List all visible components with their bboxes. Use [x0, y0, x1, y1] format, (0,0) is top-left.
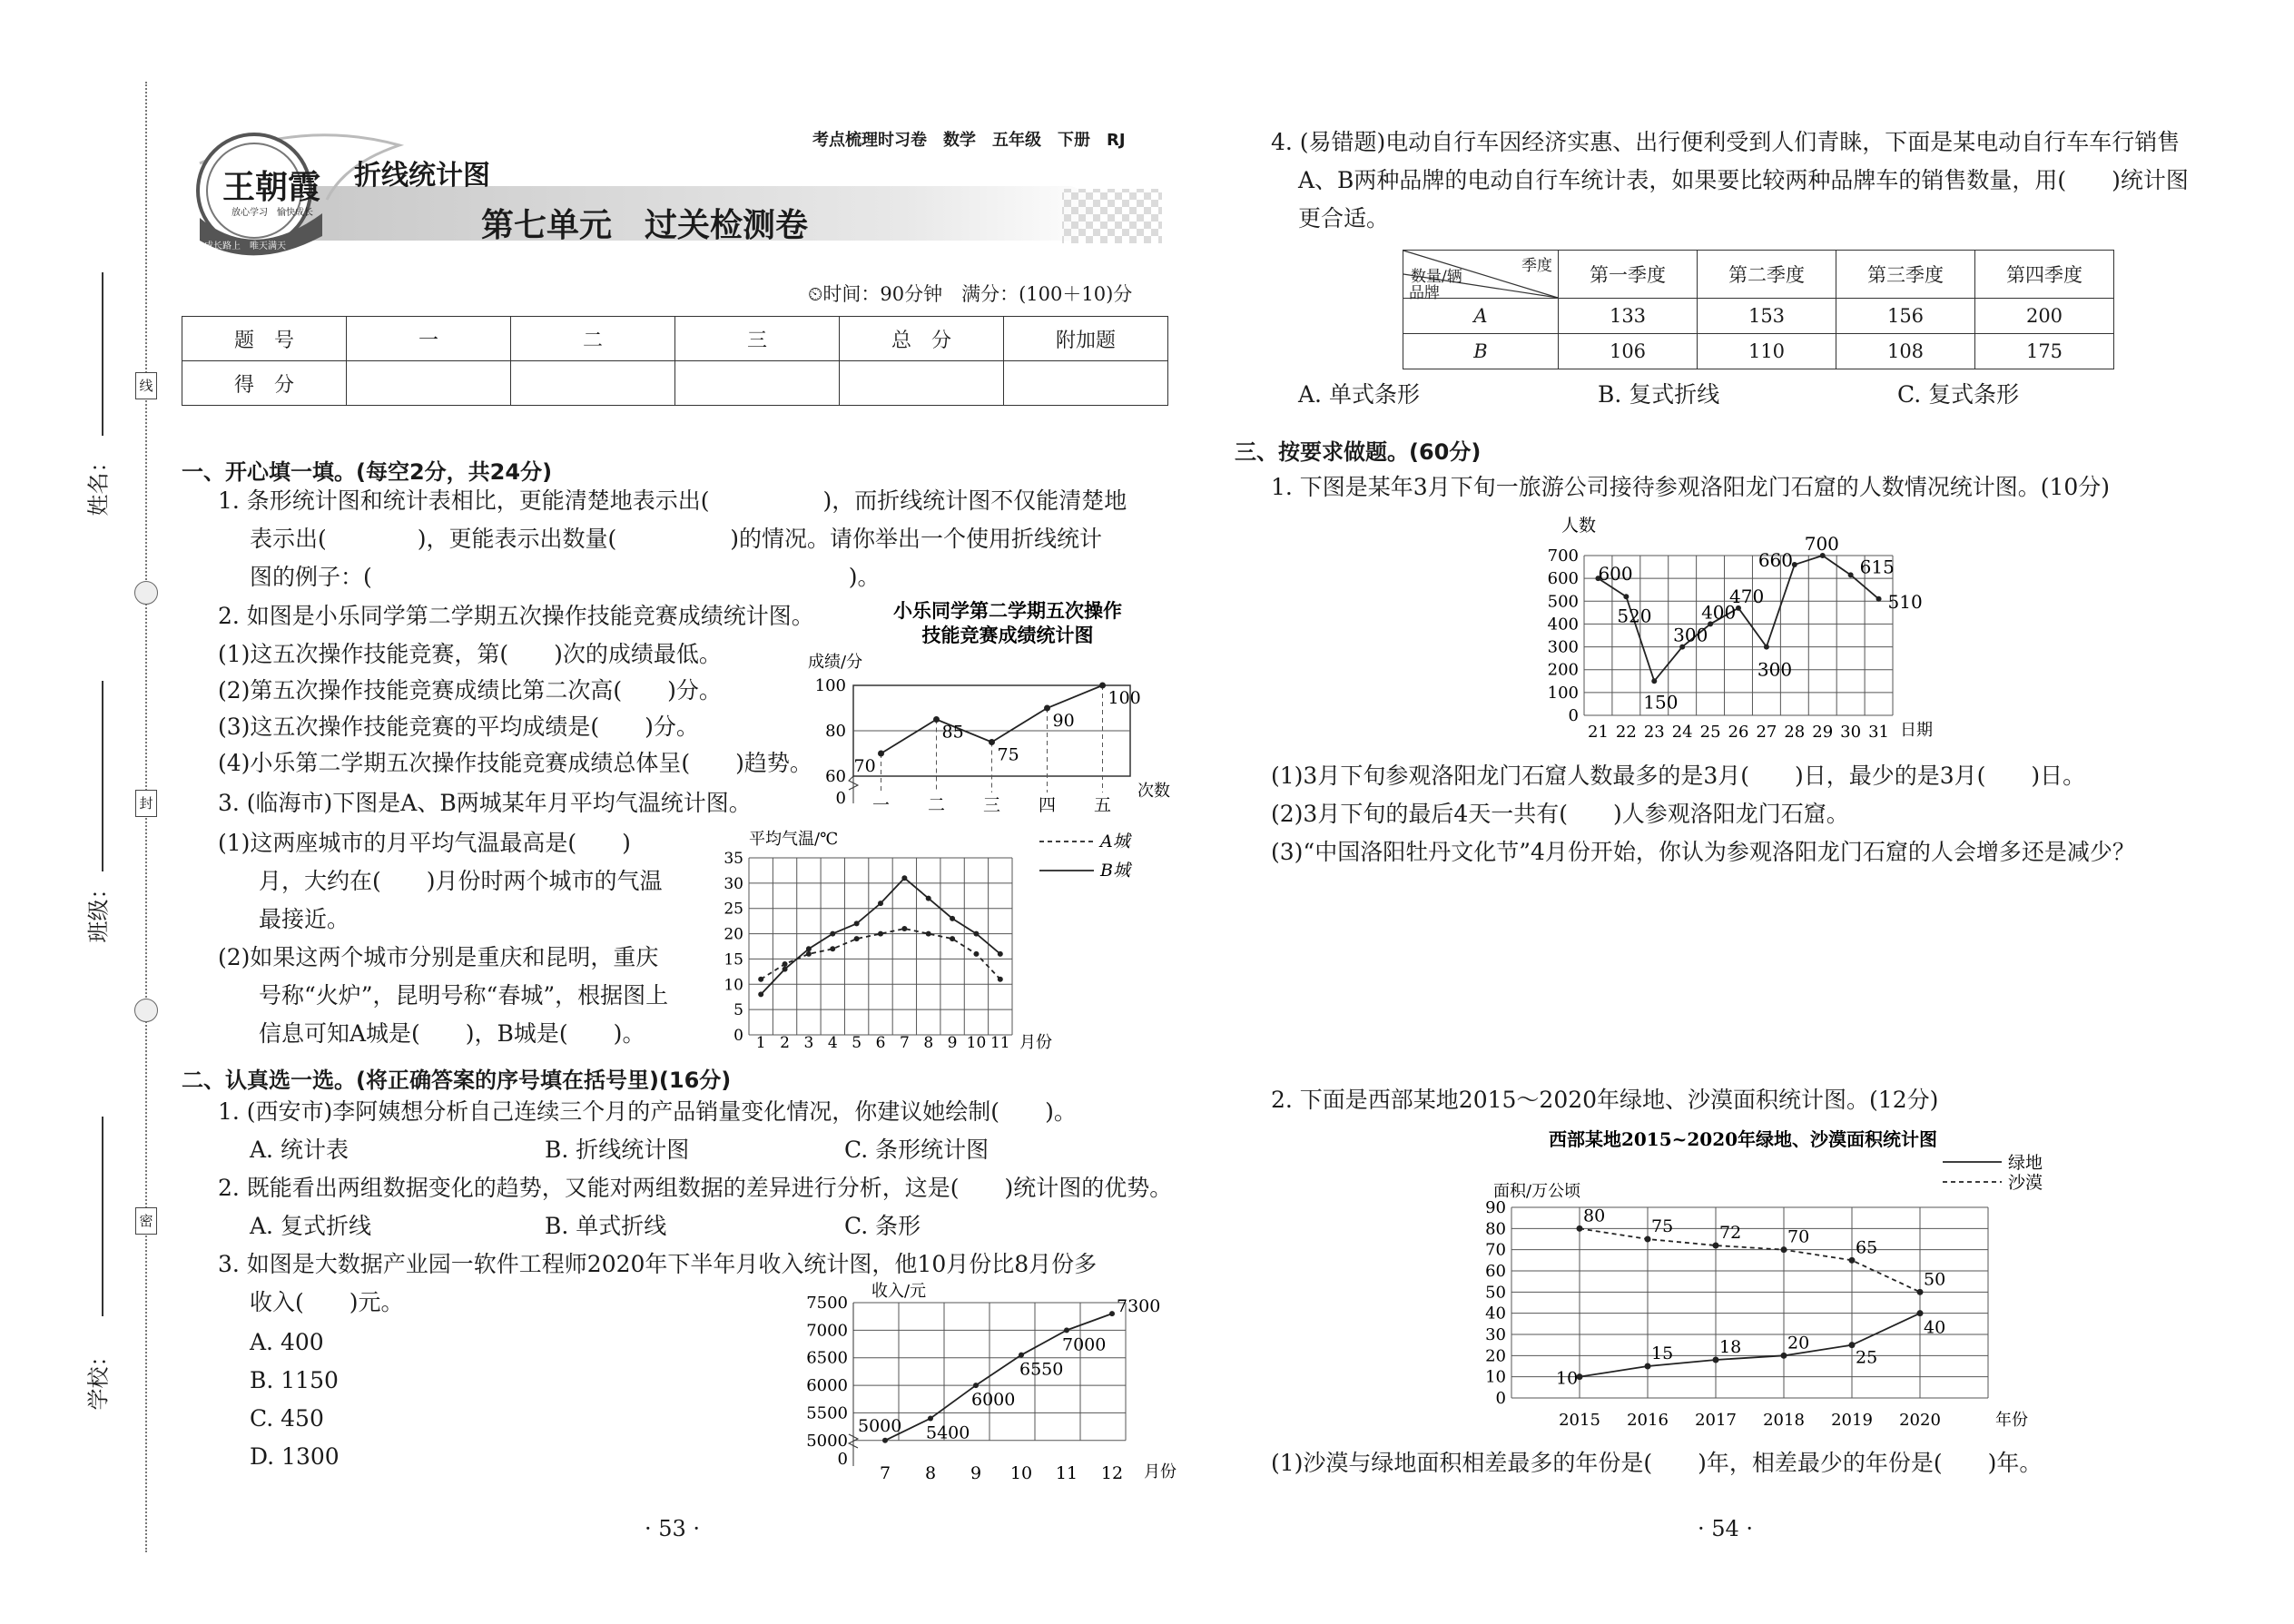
data-label: 300: [1757, 658, 1793, 681]
data-point: [783, 961, 788, 967]
logo-sub2: 成长路上 唯天满天: [204, 241, 286, 251]
s3-q2-1: (1)沙漠与绿地面积相差最多的年份是( )年，相差最少的年份是( )年。: [1271, 1450, 2043, 1476]
data-point: [998, 977, 1003, 982]
data-label: 700: [1804, 533, 1839, 555]
score-header: 三: [675, 317, 840, 361]
data-label: 150: [1643, 691, 1679, 714]
x-tick-label: 26: [1728, 723, 1749, 742]
legend-label: B城: [1100, 861, 1130, 881]
header-season: 季度: [1521, 257, 1552, 275]
s2-q3-line1: 3. 如图是大数据产业园一软件工程师2020年下半年月收入统计图，他10月份比8月份多: [218, 1251, 1098, 1277]
chart-land-area: [1471, 1126, 2106, 1443]
page-title: 第七单元 过关检测卷: [481, 207, 809, 244]
x-tick-label: 2020: [1899, 1411, 1941, 1430]
y-tick-label: 100: [1547, 683, 1579, 703]
x-axis-label: 日期: [1900, 721, 1933, 740]
data-point: [1848, 572, 1854, 577]
y-tick-label: 6500: [806, 1348, 848, 1368]
x-tick-label: 四: [1038, 795, 1057, 815]
table-cell: 108: [1836, 334, 1975, 369]
data-label: 18: [1719, 1337, 1742, 1357]
school-label: 学校：: [85, 1344, 112, 1411]
score-header: 题 号: [182, 317, 347, 361]
chart-score: [799, 595, 1171, 817]
data-point: [758, 977, 763, 982]
y-tick-label: 100: [814, 676, 846, 695]
y-tick-label: 0: [835, 789, 846, 808]
y-tick-label: 400: [1547, 615, 1579, 635]
data-label: 15: [1651, 1343, 1674, 1363]
s2-q2-opt-b[interactable]: B. 单式折线: [545, 1213, 667, 1239]
topic-title: 折线统计图: [354, 160, 490, 192]
score-header: 二: [511, 317, 675, 361]
data-point: [882, 1438, 888, 1443]
y-tick-label: 7000: [806, 1321, 848, 1341]
x-tick-label: 4: [827, 1034, 838, 1052]
y-tick-label: 60: [825, 767, 846, 786]
data-label: 615: [1859, 556, 1895, 578]
score-header: 总 分: [840, 317, 1004, 361]
data-point: [854, 936, 860, 941]
q3-1b: 月，大约在( )月份时两个城市的气温: [259, 868, 663, 894]
x-tick-label: 6: [875, 1034, 886, 1052]
data-point: [1577, 1225, 1583, 1232]
x-tick-label: 一: [871, 795, 891, 815]
header-brand: 品牌: [1409, 284, 1440, 302]
y-tick-label: 5500: [806, 1403, 848, 1423]
binding-mark-mi: 密: [135, 1207, 157, 1235]
y-tick-label: 70: [1485, 1240, 1506, 1260]
s2-q3-opt-b[interactable]: B. 1150: [250, 1367, 339, 1393]
x-tick-label: 9: [947, 1034, 958, 1052]
s3-q1-3: (3)“中国洛阳牡丹文化节”4月份开始，你认为参观洛阳龙门石窟的人会增多还是减少？: [1271, 839, 2135, 865]
data-point: [973, 1383, 979, 1388]
binding-dotted-line: [145, 82, 147, 1552]
data-label: 85: [941, 722, 964, 743]
data-label: 70: [853, 756, 876, 776]
s2-q4-opt-a[interactable]: A. 单式条形: [1298, 381, 1420, 408]
table-cell: 110: [1698, 334, 1836, 369]
x-tick-label: 27: [1756, 723, 1777, 742]
data-point: [1044, 705, 1050, 712]
chart-title-line1: 小乐同学第二学期五次操作: [893, 599, 1122, 622]
s2-q2-opt-c[interactable]: C. 条形: [844, 1213, 921, 1239]
y-tick-label: 700: [1547, 546, 1579, 566]
y-tick-label: 80: [1485, 1219, 1506, 1239]
x-tick-label: 2: [780, 1034, 790, 1052]
x-axis-label: 月份: [1019, 1033, 1052, 1052]
score-cell[interactable]: [1004, 361, 1168, 406]
x-tick-label: 11: [989, 1034, 1010, 1052]
x-tick-label: 12: [1100, 1463, 1124, 1483]
y-tick-label: 10: [1485, 1367, 1506, 1387]
y-tick-label: 0: [837, 1450, 848, 1469]
section3-heading: 三、按要求做题。(60分): [1235, 439, 1482, 465]
q1-line3: 图的例子：( )。: [250, 564, 881, 590]
table-cell: 175: [1975, 334, 2114, 369]
chart-visitors: [1525, 508, 2061, 753]
y-tick-label: 0: [1568, 706, 1579, 725]
data-label: 7300: [1117, 1296, 1161, 1317]
binding-mark-xian: 线: [135, 372, 157, 399]
q1-line2: 表示出( )，更能表示出数量( )的情况。请你举出一个使用折线统计: [250, 526, 1103, 552]
data-point: [1064, 1327, 1069, 1333]
name-line: [102, 272, 103, 436]
data-label: 400: [1701, 601, 1737, 624]
y-tick-label: 30: [724, 874, 743, 893]
s2-q1-opt-b[interactable]: B. 折线统计图: [545, 1137, 690, 1163]
col-header: 第一季度: [1559, 251, 1698, 299]
data-label: 50: [1924, 1269, 1946, 1290]
x-tick-label: 11: [1055, 1463, 1078, 1483]
x-tick-label: 3: [803, 1034, 814, 1052]
x-tick-label: 9: [970, 1463, 982, 1483]
q1-line1: 1. 条形统计图和统计表相比，更能清楚地表示出( )，而折线统计图不仅能清楚地: [218, 487, 1127, 514]
y-tick-label: 20: [1485, 1346, 1506, 1366]
q2-4: (4)小乐第二学期五次操作技能竞赛成绩总体呈( )趋势。: [218, 750, 812, 776]
chart-title-line2: 技能竞赛成绩统计图: [921, 624, 1094, 646]
table-cell: 156: [1836, 299, 1975, 334]
data-label: 80: [1583, 1206, 1606, 1226]
x-tick-label: 五: [1093, 795, 1112, 815]
data-point: [758, 991, 763, 997]
q2-stem: 2. 如图是小乐同学第二学期五次操作技能竞赛成绩统计图。: [218, 603, 814, 629]
data-point: [973, 931, 979, 937]
s2-q1: 1. (西安市)李阿姨想分析自己连续三个月的产品销量变化情况，你建议她绘制( )。: [218, 1098, 1077, 1125]
data-point: [998, 951, 1003, 957]
score-cell[interactable]: [511, 361, 675, 406]
class-line: [102, 681, 103, 871]
data-point: [1849, 1342, 1856, 1348]
data-label: 72: [1719, 1223, 1742, 1243]
s2-q4-line2: A、B两种品牌的电动自行车统计表，如果要比较两种品牌车的销售数量，用( )统计图: [1298, 167, 2189, 193]
y-tick-label: 0: [733, 1027, 743, 1045]
s3-q2: 2. 下面是西部某地2015～2020年绿地、沙漠面积统计图。(12分): [1271, 1087, 1939, 1113]
data-point: [806, 946, 812, 951]
data-point: [1917, 1289, 1924, 1295]
data-label: 90: [1052, 711, 1075, 731]
logo-sub1: 放心学习 愉快成长: [231, 208, 313, 218]
y-tick-label: 200: [1547, 660, 1579, 680]
x-tick-label: 31: [1868, 723, 1889, 742]
y-tick-label: 15: [724, 950, 743, 969]
class-label: 班级：: [85, 877, 112, 943]
score-header: 一: [347, 317, 511, 361]
sales-table: [1403, 250, 2114, 369]
s2-q2-opt-a[interactable]: A. 复式折线: [250, 1213, 371, 1239]
x-axis-label: 年份: [1995, 1411, 2028, 1430]
y-axis-label: 面积/万公顷: [1493, 1182, 1581, 1201]
q3-2b: 号称“火炉”，昆明号称“春城”，根据图上: [259, 982, 669, 1009]
y-tick-label: 50: [1485, 1283, 1506, 1303]
s3-q1: 1. 下图是某年3月下旬一旅游公司接待参观洛阳龙门石窟的人数情况统计图。(10分): [1271, 474, 2111, 500]
table-cell: 200: [1975, 299, 2114, 334]
y-tick-label: 600: [1547, 569, 1579, 589]
q2-3: (3)这五次操作技能竞赛的平均成绩是( )分。: [218, 714, 699, 740]
data-point: [1019, 1353, 1024, 1358]
q3-1c: 最接近。: [259, 906, 350, 932]
data-point: [933, 716, 940, 723]
series-info: 考点梳理时习卷 数学 五年级 下册 RJ: [812, 131, 1126, 150]
y-tick-label: 0: [1495, 1389, 1506, 1408]
y-tick-label: 30: [1485, 1325, 1506, 1344]
q2-2: (2)第五次操作技能竞赛成绩比第二次高( )分。: [218, 677, 722, 704]
data-point: [806, 951, 812, 957]
data-label: 20: [1787, 1333, 1810, 1353]
data-point: [926, 896, 931, 901]
score-cell[interactable]: [840, 361, 1004, 406]
s2-q3-opt-c[interactable]: C. 450: [250, 1405, 324, 1432]
data-point: [901, 875, 907, 881]
x-tick-label: 28: [1784, 723, 1806, 742]
s2-q1-opt-c[interactable]: C. 条形统计图: [844, 1137, 989, 1163]
table-cell: 133: [1559, 299, 1698, 334]
data-point: [950, 936, 955, 941]
legend-label: A城: [1100, 832, 1130, 851]
data-point: [1109, 1311, 1115, 1316]
data-label: 70: [1787, 1226, 1810, 1247]
data-point: [950, 916, 955, 921]
col-header: 第四季度: [1975, 251, 2114, 299]
data-point: [854, 920, 860, 926]
data-label: 25: [1856, 1347, 1878, 1368]
x-tick-label: 22: [1615, 723, 1637, 742]
s2-q4-line1: 4. (易错题)电动自行车因经济实惠、出行便利受到人们青睐，下面是某电动自行车车行销售: [1271, 129, 2181, 155]
data-label: 600: [1598, 563, 1633, 586]
data-point: [1713, 1357, 1719, 1363]
s3-q1-1: (1)3月下旬参观洛阳龙门石窟人数最多的是3月( )日，最少的是3月( )日。: [1271, 763, 2086, 789]
q3-2c: 信息可知A城是( )，B城是( )。: [259, 1020, 645, 1047]
x-tick-label: 7: [899, 1034, 910, 1052]
score-table: [182, 316, 1168, 406]
data-label: 7000: [1062, 1334, 1107, 1355]
data-label: 5400: [926, 1422, 970, 1443]
x-tick-label: 8: [923, 1034, 934, 1052]
data-point: [1651, 678, 1657, 684]
data-point: [1917, 1310, 1924, 1316]
y-tick-label: 25: [724, 900, 743, 919]
s2-q4-opt-c[interactable]: C. 复式条形: [1897, 381, 2020, 408]
diagonal-header-cell: [1403, 251, 1559, 302]
data-point: [1623, 594, 1629, 599]
chart-temperature: [690, 826, 1162, 1053]
data-point: [878, 751, 884, 757]
x-tick-label: 5: [852, 1034, 862, 1052]
school-line: [102, 1117, 103, 1316]
q3-2a: (2)如果这两个城市分别是重庆和昆明，重庆: [218, 944, 659, 970]
binding-hole-icon: [134, 581, 158, 605]
exam-time: ⏲时间：90分钟 满分：(100＋10)分: [808, 283, 1133, 305]
col-header: 第三季度: [1836, 251, 1975, 299]
data-point: [1645, 1236, 1651, 1243]
x-tick-label: 21: [1588, 723, 1609, 742]
q3-stem: 3. (临海市)下图是A、B两城某年月平均气温统计图。: [218, 790, 752, 816]
y-axis-label: 成绩/分: [808, 653, 863, 672]
data-label: 660: [1757, 549, 1794, 572]
data-label: 75: [1651, 1216, 1674, 1236]
data-label: 6550: [1019, 1359, 1064, 1380]
data-label: 300: [1673, 624, 1708, 646]
series-line: [885, 1314, 1112, 1441]
x-axis-label: 次数: [1137, 782, 1170, 801]
s2-q3-opt-d[interactable]: D. 1300: [250, 1443, 340, 1470]
data-label: 40: [1924, 1317, 1946, 1338]
y-tick-label: 5: [733, 1001, 743, 1020]
legend-label: 绿地: [2008, 1153, 2043, 1173]
y-tick-label: 6000: [806, 1376, 848, 1396]
data-label: 75: [997, 744, 1019, 765]
axis-break-icon: [849, 1434, 858, 1448]
y-tick-label: 40: [1485, 1304, 1506, 1324]
s2-q4-opt-b[interactable]: B. 复式折线: [1598, 381, 1720, 408]
y-axis-label: 收入/元: [871, 1282, 927, 1301]
data-point: [1713, 1243, 1719, 1249]
y-tick-label: 5000: [806, 1431, 848, 1451]
row-brand: A: [1403, 299, 1559, 334]
page-number-right: · 54 ·: [1698, 1516, 1754, 1541]
s3-q1-2: (2)3月下旬的最后4天一共有( )人参观洛阳龙门石窟。: [1271, 801, 1849, 827]
header-qty: 数量/辆: [1411, 268, 1462, 286]
data-point: [1876, 596, 1882, 602]
legend-label: 沙漠: [2008, 1173, 2043, 1193]
score-header: 附加题: [1004, 317, 1168, 361]
s2-q4-line3: 更合适。: [1298, 205, 1390, 231]
name-label: 姓名：: [85, 450, 112, 517]
data-point: [1781, 1246, 1787, 1253]
page-number-left: · 53 ·: [645, 1516, 701, 1541]
data-point: [901, 926, 907, 931]
y-tick-label: 80: [825, 722, 846, 741]
data-point: [1781, 1353, 1787, 1359]
y-tick-label: 10: [724, 976, 743, 995]
data-point: [1849, 1257, 1856, 1264]
s2-q3-line2: 收入( )元。: [250, 1289, 404, 1315]
s2-q1-opt-a[interactable]: A. 统计表: [250, 1137, 349, 1163]
x-tick-label: 10: [1009, 1463, 1033, 1483]
score-cell[interactable]: [675, 361, 840, 406]
chart-title: 西部某地2015~2020年绿地、沙漠面积统计图: [1548, 1128, 1938, 1150]
data-label: 5000: [858, 1415, 902, 1436]
binding-mark-feng: 封: [135, 790, 157, 817]
data-point: [878, 901, 883, 906]
x-tick-label: 7: [879, 1463, 891, 1483]
s2-q2: 2. 既能看出两组数据变化的趋势，又能对两组数据的差异进行分析，这是( )统计图的优势。: [218, 1175, 1173, 1201]
data-label: 10: [1556, 1368, 1579, 1389]
table-cell: 153: [1698, 299, 1836, 334]
x-tick-label: 8: [924, 1463, 937, 1483]
data-point: [1645, 1363, 1651, 1370]
x-tick-label: 2017: [1695, 1411, 1737, 1430]
x-tick-label: 24: [1671, 723, 1693, 742]
data-label: 65: [1856, 1237, 1878, 1258]
chart-income: [790, 1280, 1177, 1489]
q2-1: (1)这五次操作技能竞赛，第( )次的成绩最低。: [218, 641, 722, 667]
data-point: [989, 739, 995, 745]
x-tick-label: 三: [982, 795, 1001, 815]
data-label: 520: [1617, 605, 1652, 627]
score-row-label: 得 分: [182, 361, 347, 406]
binding-hole-icon: [134, 999, 158, 1022]
data-label: 510: [1887, 590, 1923, 613]
data-label: 100: [1108, 688, 1141, 708]
x-tick-label: 2018: [1763, 1411, 1805, 1430]
data-label: 470: [1729, 585, 1765, 607]
x-axis-label: 月份: [1144, 1462, 1177, 1481]
y-tick-label: 60: [1485, 1262, 1506, 1281]
col-header: 第二季度: [1698, 251, 1836, 299]
x-tick-label: 29: [1812, 723, 1834, 742]
y-tick-label: 20: [724, 925, 743, 944]
q3-1a: (1)这两座城市的月平均气温最高是( ): [218, 830, 631, 856]
table-cell: 106: [1559, 334, 1698, 369]
s2-q3-opt-a[interactable]: A. 400: [250, 1329, 324, 1355]
data-label: 6000: [971, 1390, 1016, 1411]
data-point: [928, 1416, 933, 1422]
y-tick-label: 500: [1547, 592, 1579, 612]
x-tick-label: 23: [1643, 723, 1665, 742]
x-tick-label: 1: [755, 1034, 766, 1052]
data-point: [783, 967, 788, 972]
data-point: [830, 931, 835, 937]
data-point: [1764, 645, 1769, 650]
section1-heading: 一、开心填一填。(每空2分，共24分): [182, 459, 553, 485]
x-tick-label: 25: [1699, 723, 1721, 742]
y-axis-label: 平均气温/℃: [749, 830, 839, 849]
data-point: [1099, 683, 1106, 689]
y-tick-label: 7500: [806, 1294, 848, 1313]
section2-heading: 二、认真选一选。(将正确答案的序号填在括号里)(16分): [182, 1068, 732, 1093]
data-point: [973, 951, 979, 957]
x-tick-label: 2019: [1831, 1411, 1873, 1430]
logo-text: 王朝霞: [222, 168, 321, 206]
score-cell[interactable]: [347, 361, 511, 406]
y-tick-label: 300: [1547, 637, 1579, 657]
y-tick-label: 90: [1485, 1198, 1506, 1217]
data-point: [926, 931, 931, 937]
row-brand: B: [1403, 334, 1559, 369]
y-axis-label: 人数: [1561, 516, 1597, 536]
y-tick-label: 35: [724, 850, 743, 868]
x-tick-label: 2016: [1627, 1411, 1669, 1430]
data-point: [830, 946, 835, 951]
data-point: [878, 931, 883, 937]
x-tick-label: 2015: [1559, 1411, 1600, 1430]
x-tick-label: 10: [966, 1034, 987, 1052]
x-tick-label: 二: [927, 795, 946, 815]
x-tick-label: 30: [1840, 723, 1862, 742]
